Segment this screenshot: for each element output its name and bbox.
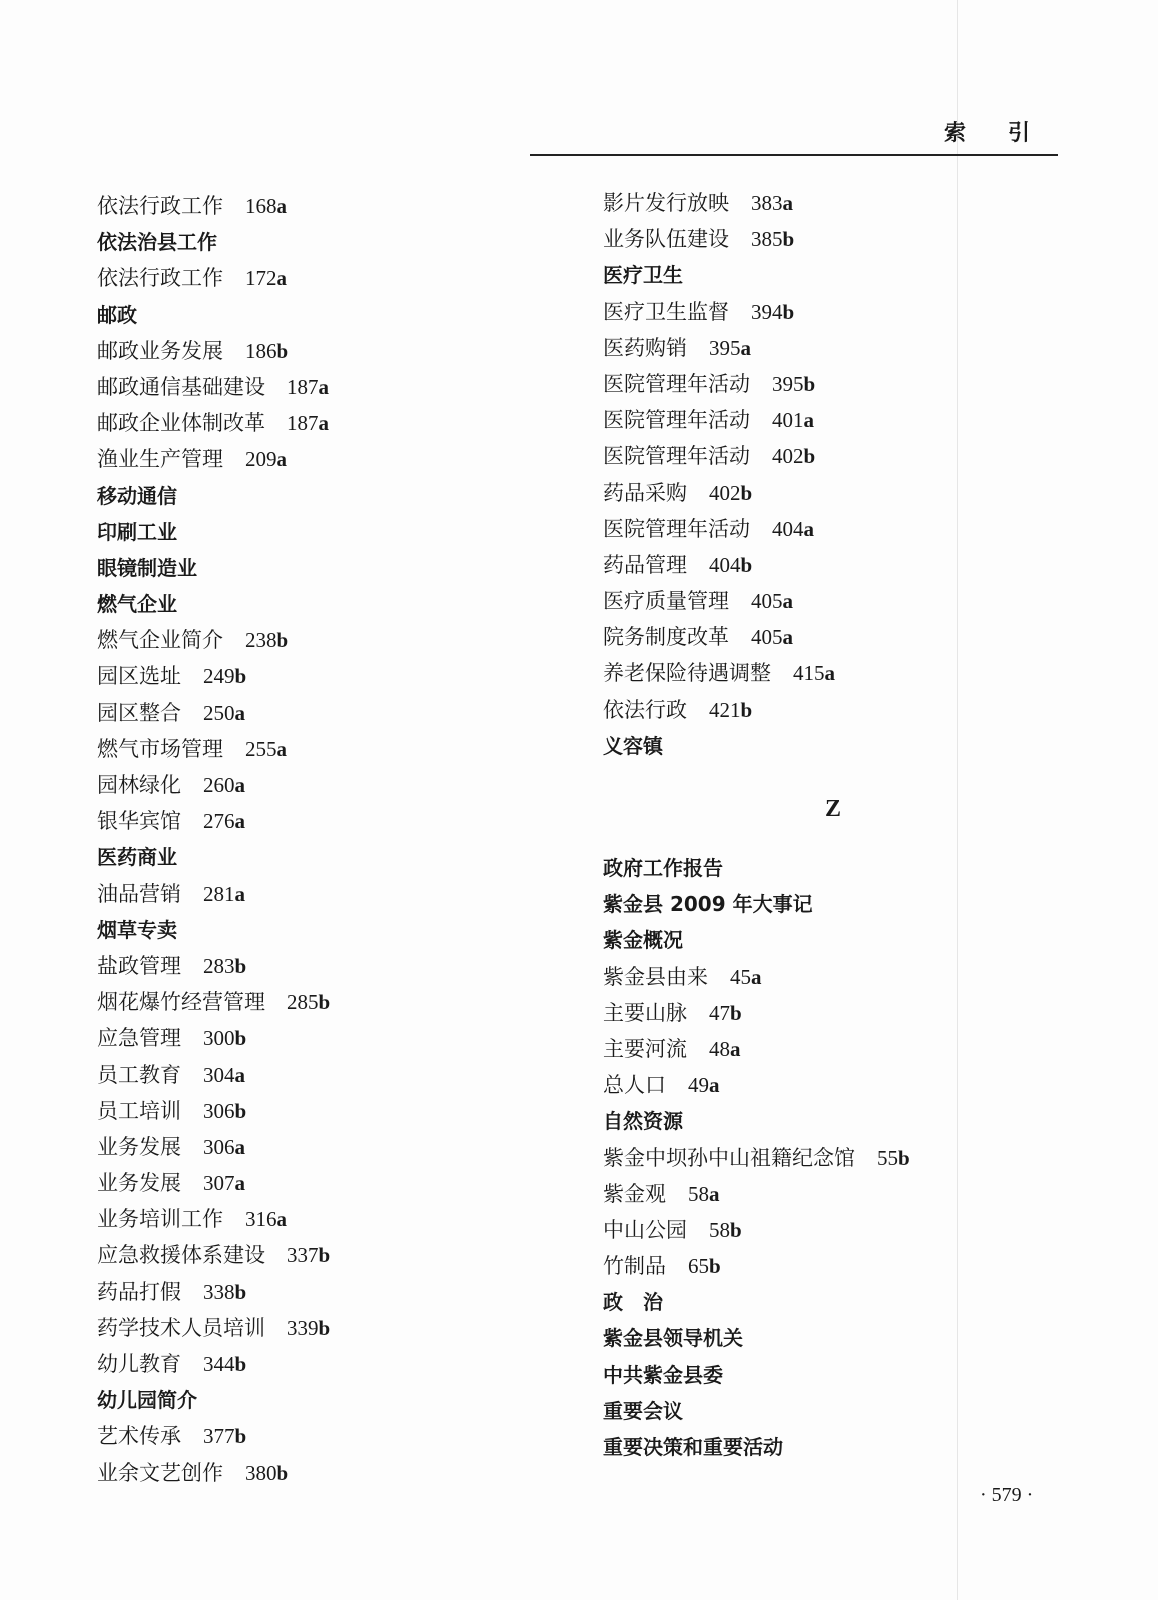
page-reference	[688, 1073, 720, 1097]
index-entry	[97, 1201, 537, 1237]
index-term: 药品采购	[603, 480, 687, 505]
index-heading	[97, 839, 537, 875]
page-reference	[203, 1026, 246, 1050]
index-term: 主要山脉	[603, 1000, 687, 1025]
page-reference	[287, 1316, 330, 1340]
page-reference	[203, 882, 245, 906]
header-rule	[530, 154, 1058, 156]
index-entry	[97, 1346, 537, 1382]
index-entry	[97, 984, 537, 1020]
index-term: 自然资源	[603, 1109, 683, 1134]
index-term: 医院管理年活动	[603, 408, 750, 433]
index-entry	[603, 1140, 1043, 1176]
index-entry	[97, 1455, 537, 1491]
page-reference-number: 48	[709, 1036, 730, 1061]
index-heading	[97, 478, 537, 514]
page-reference	[287, 375, 329, 399]
index-entry	[97, 1129, 537, 1165]
index-term: 眼镜制造业	[97, 555, 197, 580]
index-heading	[97, 297, 537, 333]
running-head-left: 索	[943, 121, 966, 146]
page-reference	[245, 447, 287, 471]
index-heading	[603, 728, 1043, 764]
index-entry	[97, 695, 537, 731]
page-reference-number: 344	[203, 1352, 235, 1376]
page-reference-number: 281	[203, 881, 235, 906]
page-reference	[287, 411, 329, 435]
page-reference	[751, 227, 794, 251]
index-term: 医院管理年活动	[603, 516, 750, 541]
page-reference-number: 285	[287, 990, 319, 1015]
index-term: 业务培训工作	[97, 1207, 223, 1232]
index-entry	[97, 441, 537, 477]
index-term: 医院管理年活动	[603, 444, 750, 469]
index-term: 医疗卫生	[603, 263, 683, 288]
index-term: 紫金观	[603, 1181, 666, 1206]
index-entry	[97, 333, 537, 369]
page-reference-side: b	[898, 1145, 910, 1170]
index-entry	[97, 260, 537, 296]
page-reference	[709, 1001, 742, 1025]
index-term: 影片发行放映	[603, 191, 729, 215]
page-reference-number: 404	[772, 516, 804, 541]
page-reference	[203, 701, 245, 725]
page-reference-number: 168	[245, 194, 277, 218]
index-entry	[97, 1418, 537, 1454]
page-reference	[877, 1146, 910, 1170]
page-reference	[203, 773, 245, 797]
page-reference	[287, 990, 330, 1014]
index-entry	[97, 803, 537, 839]
index-entry	[603, 366, 1043, 402]
index-term: 依法行政	[603, 697, 687, 722]
index-term: 依法行政工作	[97, 266, 223, 291]
page-reference	[751, 589, 793, 613]
page-reference	[245, 339, 288, 363]
page-reference-side: a	[782, 589, 793, 614]
page-reference-side: b	[234, 1026, 247, 1051]
page-reference-side: a	[234, 809, 245, 834]
page-reference-number: 276	[203, 809, 235, 834]
index-heading	[603, 850, 1043, 886]
page-reference	[203, 809, 245, 833]
page-reference-side: b	[730, 1217, 742, 1242]
page-reference-number: 377	[203, 1424, 235, 1449]
index-entry	[603, 995, 1043, 1031]
index-term: 紫金概况	[603, 928, 683, 953]
page-reference-number: 415	[793, 661, 825, 686]
page-reference-number: 187	[287, 411, 319, 436]
index-term: 业余文艺创作	[97, 1460, 223, 1485]
page-reference-number: 45	[730, 964, 751, 989]
page-reference-side: a	[782, 191, 793, 215]
index-term: 总人口	[603, 1073, 666, 1098]
page-reference-side: b	[276, 628, 289, 653]
index-term: 燃气企业简介	[97, 628, 223, 653]
index-entry	[97, 767, 537, 803]
letter-section-heading: Z	[825, 796, 842, 822]
page-reference	[203, 1424, 246, 1448]
index-heading	[97, 1382, 537, 1418]
index-term: 中共紫金县委	[603, 1362, 723, 1387]
page-reference-side: a	[234, 1134, 245, 1159]
index-heading	[603, 1284, 1043, 1320]
page-reference	[751, 625, 793, 649]
page-reference	[245, 1207, 287, 1231]
index-entry	[603, 959, 1043, 995]
page-reference	[203, 1099, 246, 1123]
page-reference-number: 338	[203, 1279, 235, 1304]
index-term: 燃气企业	[97, 592, 177, 617]
page-reference-number: 395	[772, 371, 804, 396]
page-reference-side: b	[234, 1279, 247, 1304]
page-reference-number: 209	[245, 447, 277, 472]
page-reference-number: 304	[203, 1062, 235, 1087]
page-reference-side: b	[234, 953, 247, 978]
page-reference-number: 238	[245, 628, 277, 653]
page-reference-side: a	[276, 194, 287, 218]
index-term: 药品打假	[97, 1279, 181, 1304]
page-reference-side: b	[782, 299, 795, 324]
page-reference	[245, 737, 287, 761]
page-reference	[688, 1254, 721, 1278]
page-reference	[203, 1135, 245, 1159]
page-reference-number: 283	[203, 953, 235, 978]
index-term: 主要河流	[603, 1036, 687, 1061]
page-reference-number: 186	[245, 338, 277, 363]
page-reference-number: 172	[245, 266, 277, 291]
index-term: 医药商业	[97, 845, 177, 870]
index-term: 盐政管理	[97, 953, 181, 978]
index-entry	[97, 948, 537, 984]
index-entry	[603, 1212, 1043, 1248]
page-reference-side: b	[234, 664, 247, 689]
page-reference	[203, 1171, 245, 1195]
index-term: 业务发展	[97, 1171, 181, 1196]
page-reference-side: b	[803, 371, 816, 396]
page-reference-number: 405	[751, 625, 783, 650]
page-reference-side: a	[234, 773, 245, 797]
index-term: 医药购销	[603, 335, 687, 360]
index-heading	[97, 514, 537, 550]
index-term: 依法行政工作	[97, 194, 223, 218]
page-reference-side: a	[730, 1036, 741, 1061]
index-term: 医疗卫生监督	[603, 299, 729, 324]
right-column-bottom-entries	[603, 850, 1043, 1465]
index-heading	[97, 912, 537, 948]
index-entry	[603, 547, 1043, 583]
index-term: 邮政企业体制改革	[97, 411, 265, 436]
page-reference-number: 260	[203, 773, 235, 797]
page-reference-side: b	[318, 1315, 331, 1340]
page-reference-side: a	[751, 964, 762, 989]
page-reference-number: 383	[751, 191, 783, 215]
page-reference-side: a	[824, 661, 835, 686]
index-entry	[97, 876, 537, 912]
index-term: 义容镇	[603, 733, 663, 758]
page-reference	[203, 1063, 245, 1087]
page-reference-side: a	[234, 1062, 245, 1087]
page-reference-side: a	[234, 881, 245, 906]
page-reference-number: 307	[203, 1171, 235, 1196]
index-term: 印刷工业	[97, 519, 177, 544]
page-reference-number: 401	[772, 408, 804, 433]
page-reference-number: 249	[203, 664, 235, 689]
page-reference-side: b	[740, 697, 753, 722]
page-reference-side: b	[803, 444, 816, 469]
page-reference-side: b	[276, 1460, 289, 1485]
index-term: 中山公园	[603, 1217, 687, 1242]
page-reference-number: 402	[772, 444, 804, 469]
index-term: 烟花爆竹经营管理	[97, 990, 265, 1015]
index-heading	[603, 922, 1043, 958]
index-term: 政 治	[603, 1290, 663, 1315]
page-reference-side: a	[276, 736, 287, 761]
page-reference-number: 394	[751, 299, 783, 324]
page-reference-number: 316	[245, 1207, 277, 1232]
index-entry	[603, 330, 1043, 366]
index-heading	[603, 1357, 1043, 1393]
index-entry	[603, 185, 1043, 221]
page-reference-side: a	[276, 447, 287, 472]
index-term: 重要会议	[603, 1398, 683, 1423]
page-reference	[730, 965, 762, 989]
index-entry	[603, 511, 1043, 547]
index-entry	[97, 1237, 537, 1273]
page-reference-side: b	[276, 338, 289, 363]
index-entry	[97, 1165, 537, 1201]
index-term: 员工教育	[97, 1062, 181, 1087]
page-reference-number: 395	[709, 335, 741, 360]
index-term: 园林绿化	[97, 773, 181, 797]
index-entry	[603, 1248, 1043, 1284]
index-entry	[603, 294, 1043, 330]
index-heading	[603, 257, 1043, 293]
index-entry	[97, 405, 537, 441]
index-entry	[97, 369, 537, 405]
index-term: 依法治县工作	[97, 230, 217, 255]
index-term: 邮政	[97, 302, 137, 327]
page-reference-side: a	[276, 266, 287, 291]
page-reference-side: a	[318, 374, 329, 399]
index-term: 渔业生产管理	[97, 447, 223, 472]
page-reference-number: 47	[709, 1000, 730, 1025]
page-reference	[245, 1461, 288, 1485]
index-term: 医院管理年活动	[603, 371, 750, 396]
page-reference-number: 306	[203, 1098, 235, 1123]
index-entry	[97, 1057, 537, 1093]
left-index-column	[97, 188, 537, 1491]
index-heading	[603, 1393, 1043, 1429]
index-term: 邮政业务发展	[97, 338, 223, 363]
right-index-column	[603, 185, 1043, 1465]
page-reference-side: a	[740, 335, 751, 360]
page-reference-number: 405	[751, 589, 783, 614]
index-term: 园区整合	[97, 700, 181, 725]
index-term: 油品营销	[97, 881, 181, 906]
page-reference-number: 402	[709, 480, 741, 505]
page-reference	[709, 698, 752, 722]
page-reference-side: a	[709, 1181, 720, 1206]
page-reference-number: 58	[709, 1217, 730, 1242]
page-reference-number: 306	[203, 1134, 235, 1159]
index-entry	[97, 1274, 537, 1310]
index-heading	[97, 550, 537, 586]
index-entry	[97, 658, 537, 694]
index-entry	[603, 438, 1043, 474]
page-reference-side: b	[234, 1352, 247, 1376]
page-reference-number: 385	[751, 227, 783, 252]
index-term: 政府工作报告	[603, 856, 723, 880]
index-entry	[603, 692, 1043, 728]
page-reference-number: 65	[688, 1254, 709, 1279]
page-reference-side: a	[276, 1207, 287, 1232]
page-reference-side: b	[318, 1243, 331, 1268]
page-reference	[793, 661, 835, 685]
page-reference-number: 250	[203, 700, 235, 725]
index-term: 邮政通信基础建设	[97, 374, 265, 399]
page-reference	[203, 1352, 246, 1376]
page-reference-number: 55	[877, 1145, 898, 1170]
index-term: 紫金县领导机关	[603, 1326, 743, 1351]
index-heading	[97, 224, 537, 260]
index-term: 幼儿教育	[97, 1352, 181, 1376]
page-reference-side: b	[318, 990, 331, 1015]
page-reference	[203, 954, 246, 978]
index-term: 应急救援体系建设	[97, 1243, 265, 1268]
index-term: 养老保险待遇调整	[603, 661, 771, 686]
page-reference-side: a	[709, 1073, 720, 1098]
index-heading	[603, 1103, 1043, 1139]
index-term: 药学技术人员培训	[97, 1315, 265, 1340]
page-reference	[245, 194, 287, 218]
page-reference-side: b	[234, 1098, 247, 1123]
page-reference	[772, 372, 815, 396]
page-reference-side: b	[782, 227, 795, 252]
page-reference-side: a	[318, 411, 329, 436]
index-term: 医疗质量管理	[603, 589, 729, 614]
running-head	[944, 116, 1030, 147]
page-reference-number: 58	[688, 1181, 709, 1206]
index-term: 应急管理	[97, 1026, 181, 1051]
page-reference-side: a	[803, 516, 814, 541]
page-reference	[751, 300, 794, 324]
index-heading	[603, 1429, 1043, 1465]
index-heading	[603, 1320, 1043, 1356]
page-reference-number: 337	[287, 1243, 319, 1268]
running-head-right: 引	[1007, 121, 1030, 146]
page-reference	[688, 1182, 720, 1206]
page-reference-number: 404	[709, 552, 741, 577]
page-reference-number: 187	[287, 374, 319, 399]
page-reference-number: 255	[245, 736, 277, 761]
page-reference-side: b	[730, 1000, 742, 1025]
page-reference	[751, 191, 793, 215]
page-reference-side: b	[740, 552, 753, 577]
index-term: 药品管理	[603, 552, 687, 577]
page-reference	[287, 1243, 330, 1267]
index-term: 重要决策和重要活动	[603, 1435, 783, 1459]
page-reference	[772, 444, 815, 468]
index-entry	[97, 622, 537, 658]
index-term: 银华宾馆	[97, 809, 181, 834]
index-term: 业务队伍建设	[603, 227, 729, 252]
index-entry	[97, 188, 537, 224]
index-term: 烟草专卖	[97, 917, 177, 942]
page-reference-side: a	[234, 700, 245, 725]
page-reference-number: 339	[287, 1315, 319, 1340]
page-reference-number: 421	[709, 697, 741, 722]
index-entry	[97, 1020, 537, 1056]
index-entry	[603, 1031, 1043, 1067]
index-term: 员工培训	[97, 1098, 181, 1123]
index-term: 幼儿园简介	[97, 1388, 197, 1413]
index-entry	[603, 221, 1043, 257]
index-entry	[603, 402, 1043, 438]
index-term: 业务发展	[97, 1134, 181, 1159]
index-entry	[603, 475, 1043, 511]
index-term: 竹制品	[603, 1254, 666, 1279]
index-entry	[603, 1067, 1043, 1103]
page-reference-side: a	[234, 1171, 245, 1196]
index-term: 燃气市场管理	[97, 736, 223, 761]
index-entry	[603, 1176, 1043, 1212]
page-reference	[709, 336, 751, 360]
index-heading	[97, 586, 537, 622]
page-reference-number: 49	[688, 1073, 709, 1098]
page-reference-side: a	[782, 625, 793, 650]
index-entry	[97, 731, 537, 767]
page-reference-side: b	[234, 1424, 247, 1449]
page-reference	[709, 1037, 741, 1061]
page-reference-side: a	[803, 408, 814, 433]
index-term: 紫金县由来	[603, 964, 708, 989]
page-reference	[245, 628, 288, 652]
index-term: 园区选址	[97, 664, 181, 689]
page-reference	[772, 517, 814, 541]
page-reference-side: b	[709, 1254, 721, 1279]
page-reference	[245, 266, 287, 290]
page-reference-number: 300	[203, 1026, 235, 1051]
page-reference	[709, 553, 752, 577]
index-entry	[603, 655, 1043, 691]
page-reference	[709, 1218, 742, 1242]
index-term: 紫金县 2009 年大事记	[603, 892, 813, 917]
index-entry	[603, 619, 1043, 655]
page-reference	[203, 1280, 246, 1304]
page-reference-side: b	[740, 480, 753, 505]
page-reference-number: 380	[245, 1460, 277, 1485]
index-entry	[603, 583, 1043, 619]
index-term: 院务制度改革	[603, 625, 729, 650]
index-heading	[603, 886, 1043, 922]
page-reference	[203, 664, 246, 688]
index-term: 移动通信	[97, 483, 177, 508]
index-term: 艺术传承	[97, 1424, 181, 1449]
index-entry	[97, 1310, 537, 1346]
page-reference	[772, 408, 814, 432]
page-reference	[709, 481, 752, 505]
index-entry	[97, 1093, 537, 1129]
right-column-top-entries	[603, 185, 1043, 764]
index-term: 紫金中坝孙中山祖籍纪念馆	[603, 1145, 855, 1170]
page-number: · 579 ·	[980, 1484, 1034, 1506]
